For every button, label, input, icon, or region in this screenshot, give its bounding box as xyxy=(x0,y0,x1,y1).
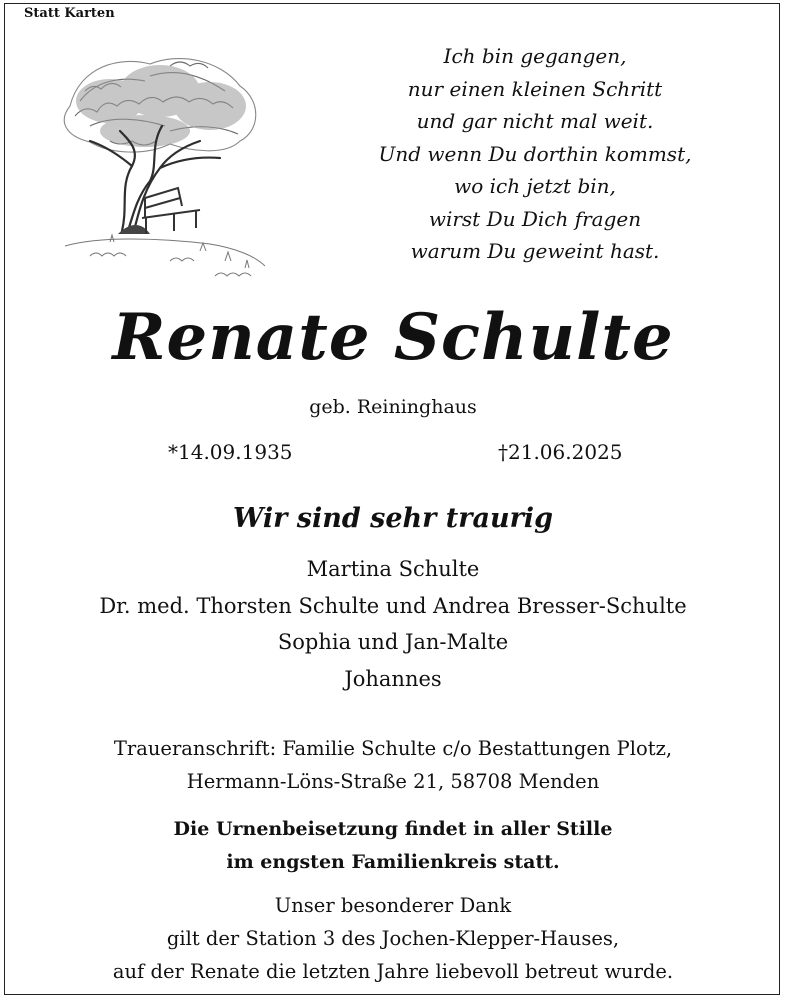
thanks-note xyxy=(0,889,786,988)
poem-line: Ich bin gegangen, xyxy=(443,44,627,68)
poem-line: Und wenn Du dorthin kommst, xyxy=(378,141,692,166)
thanks-line: gilt der Station 3 des Jochen-Klepper-Hauses, xyxy=(166,927,620,950)
mourner-name: Sophia und Jan-Malte xyxy=(277,630,509,654)
mourner-name: Martina Schulte xyxy=(306,557,480,581)
burial-notice xyxy=(0,813,786,879)
birth-date: *14.09.1935 xyxy=(168,440,293,464)
poem xyxy=(340,40,730,268)
notice-line: im engsten Familienkreis statt. xyxy=(226,851,560,873)
poem-line: warum Du geweint hast. xyxy=(410,239,660,263)
mourner-name: Johannes xyxy=(344,666,442,691)
tree-with-bench-illustration xyxy=(50,46,270,291)
birth-name: geb. Reininghaus xyxy=(309,396,477,418)
poem-line: nur einen kleinen Schritt xyxy=(407,76,663,101)
mourning-address xyxy=(0,732,786,798)
mourner-name: Dr. med. Thorsten Schulte und Andrea Bresser-Schulte xyxy=(99,593,687,618)
mourners-list xyxy=(0,551,786,697)
deceased-name: Renate Schulte xyxy=(112,300,674,375)
mourners-heading: Wir sind sehr traurig xyxy=(233,503,553,534)
poem-line: und gar nicht mal weit. xyxy=(416,109,654,133)
statt-karten-label: Statt Karten xyxy=(24,6,115,21)
address-line: Traueranschrift: Familie Schulte c/o Bestattungen Plotz, xyxy=(113,737,673,760)
poem-line: wo ich jetzt bin, xyxy=(454,174,616,198)
notice-line: Die Urnenbeisetzung findet in aller Stille xyxy=(173,818,613,840)
address-line: Hermann-Löns-Straße 21, 58708 Menden xyxy=(186,770,600,793)
poem-line: wirst Du Dich fragen xyxy=(428,206,642,231)
thanks-line: auf der Renate die letzten Jahre liebevoll betreut wurde. xyxy=(112,960,674,983)
thanks-line: Unser besonderer Dank xyxy=(274,894,512,917)
death-date: †21.06.2025 xyxy=(498,440,623,464)
